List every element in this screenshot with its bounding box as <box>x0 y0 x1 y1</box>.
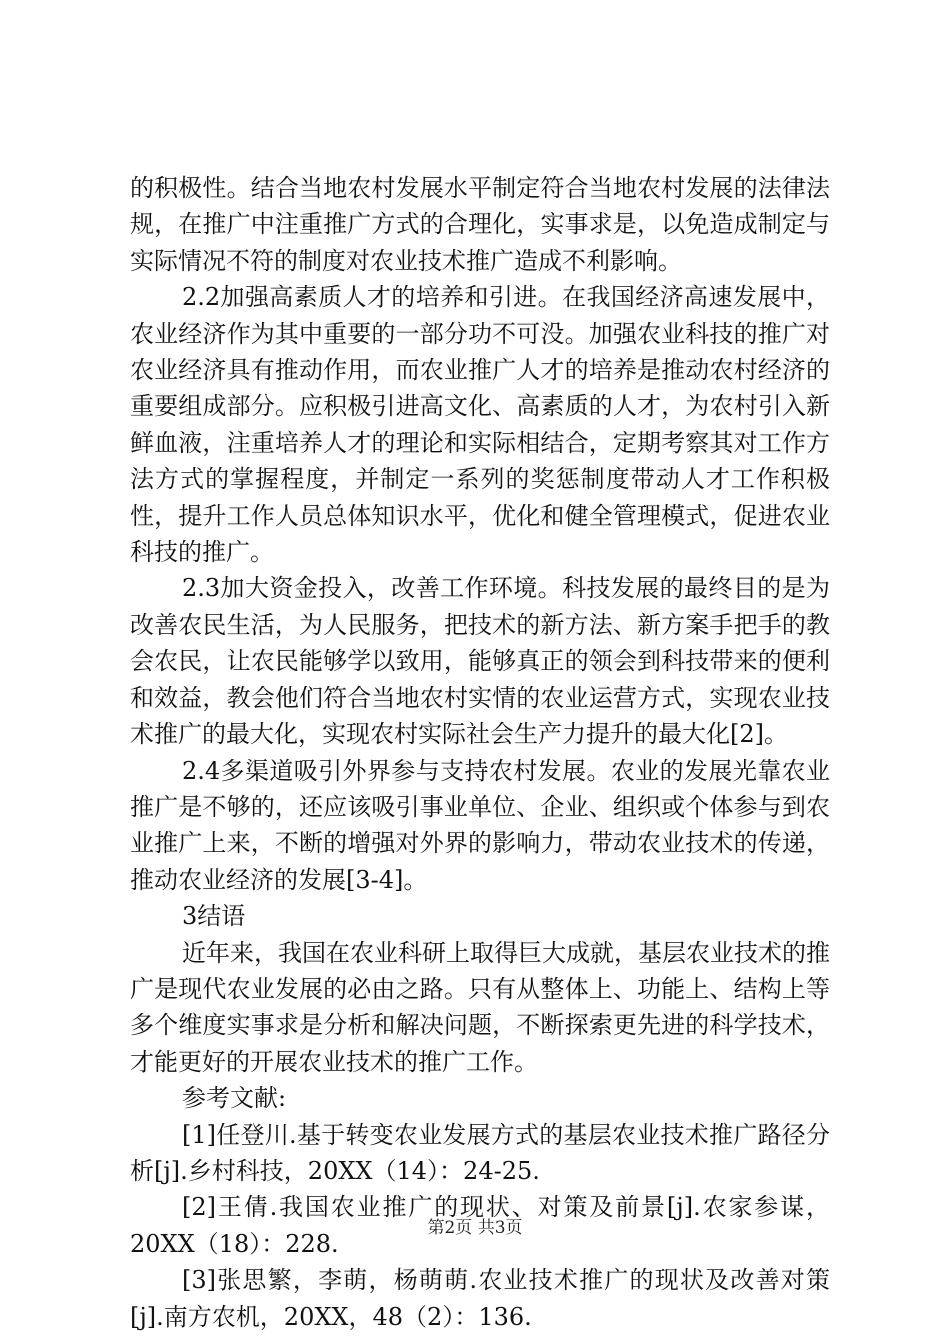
reference-item-1: [1]任登川.基于转变农业发展方式的基层农业技术推广路径分析[j].乡村科技，20XX（14）：24-25. <box>130 1120 830 1185</box>
paragraph-section-2-4: 2.4多渠道吸引外界参与支持农村发展。农业的发展光靠农业推广是不够的，还应该吸引事业单位、企业、组织或个体参与到农业推广上来，不断的增强对外界的影响力，带动农业技术的传递，推动农业经济的发展[3-4]。 <box>130 756 830 894</box>
section-heading-conclusion: 3结语 <box>182 902 246 931</box>
paragraph-section-2-3: 2.3加大资金投入，改善工作环境。科技发展的最终目的是为改善农民生活，为人民服务，把技术的新方法、新方案手把手的教会农民，让农民能够学以致用，能够真正的领会到科技带来的便利和效益，教会他们符合当地农村实情的农业运营方式，实现农业技术推广的最大化，实现农村实际社会生产力提升的最大化[2]。 <box>130 574 830 749</box>
document-body <box>130 170 830 1335</box>
paragraph-continuation: 的积极性。结合当地农村发展水平制定符合当地农村发展的法律法规，在推广中注重推广方式的合理化，实事求是，以免造成制定与实际情况不符的制度对农业技术推广造成不利影响。 <box>130 174 830 275</box>
references-heading: 参考文献: <box>182 1084 287 1113</box>
paragraph-conclusion: 近年来，我国在农业科研上取得巨大成就，基层农业技术的推广是现代农业发展的必由之路。只有从整体上、功能上、结构上等多个维度实事求是分析和解决问题，不断探索更先进的科学技术，才能更好的开展农业技术的推广工作。 <box>130 938 830 1076</box>
reference-item-3: [3]张思繁，李萌，杨萌萌.农业技术推广的现状及改善对策[j].南方农机，20XX，48（2）：136. <box>130 1266 830 1331</box>
reference-item-2: [2]王倩.我国农业推广的现状、对策及前景[j].农家参谋，20XX（18）：228. <box>130 1193 830 1258</box>
paragraph-section-2-2: 2.2加强高素质人才的培养和引进。在我国经济高速发展中，农业经济作为其中重要的一部分功不可没。加强农业科技的推广对农业经济具有推动作用，而农业推广人才的培养是推动农村经济的重要组成部分。应积极引进高文化、高素质的人才，为农村引入新鲜血液，注重培养人才的理论和实际相结合，定期考察其对工作方法方式的掌握程度，并制定一系列的奖惩制度带动人才工作积极性，提升工作人员总体知识水平，优化和健全管理模式，促进农业科技的推广。 <box>130 283 830 567</box>
page-number-footer: 第2页 共3页 <box>427 1218 523 1238</box>
